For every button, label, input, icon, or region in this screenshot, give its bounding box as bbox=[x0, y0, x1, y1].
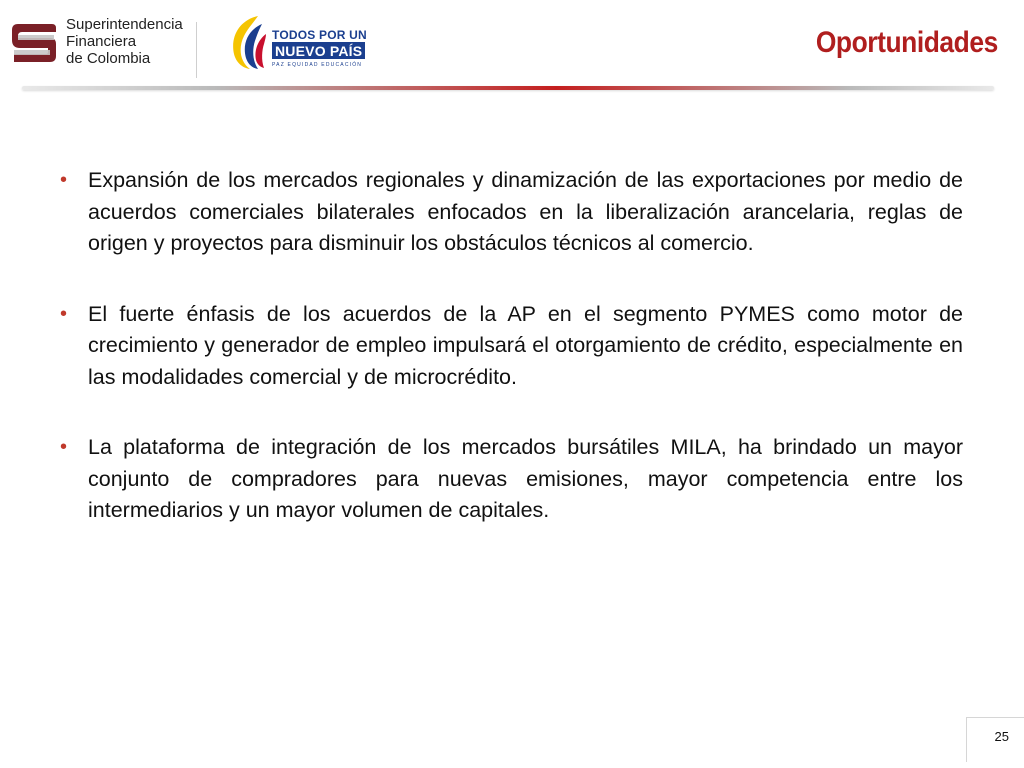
bullet-item bbox=[60, 432, 963, 527]
org-logo-line3: de Colombia bbox=[66, 50, 151, 67]
page-number: 25 bbox=[994, 729, 1009, 744]
bullet-text: La plataforma de integración de los mercados bursátiles MILA, ha brindado un mayor conjunto de compradores para nuevas emisiones, mayor competencia entre los intermediarios y un mayor volumen de capitales. bbox=[88, 435, 963, 522]
gov-logo-line3: PAZ EQUIDAD EDUCACIÓN bbox=[272, 62, 363, 68]
page-title: Oportunidades bbox=[815, 26, 998, 59]
gov-logo-line1: TODOS POR UN bbox=[272, 28, 367, 42]
page-number-box bbox=[966, 717, 1024, 762]
bullet-item bbox=[60, 165, 963, 260]
bullet-item bbox=[60, 299, 963, 394]
colombia-flag-swirl-icon bbox=[228, 14, 270, 70]
org-logo-line2: Financiera bbox=[66, 33, 137, 50]
bullet-marker-icon: • bbox=[60, 436, 68, 458]
bullet-list bbox=[60, 165, 963, 527]
superintendencia-logo-text bbox=[66, 16, 183, 67]
superintendencia-mark-icon bbox=[10, 18, 58, 64]
bullet-text: El fuerte énfasis de los acuerdos de la AP en el segmento PYMES como motor de crecimiento y generador de empleo impulsará el otorgamiento de crédito, especialmente en las modalidades comercial y de microcrédito. bbox=[88, 301, 963, 389]
gov-logo-line2: NUEVO PAÍS bbox=[272, 42, 365, 59]
org-logo-line1: Superintendencia bbox=[66, 16, 183, 33]
bullet-text: Expansión de los mercados regionales y dinamización de las exportaciones por medio de acuerdos comerciales bilaterales enfocados en la liberalización arancelaria, reglas de origen y proyectos para disminuir los obstáculos técnicos al comercio. bbox=[88, 168, 963, 255]
government-logo bbox=[228, 14, 368, 72]
bullet-marker-icon: • bbox=[60, 302, 68, 325]
bullet-marker-icon: • bbox=[60, 169, 68, 191]
superintendencia-logo bbox=[10, 14, 188, 70]
header-divider bbox=[22, 86, 994, 90]
logo-separator bbox=[196, 22, 197, 78]
